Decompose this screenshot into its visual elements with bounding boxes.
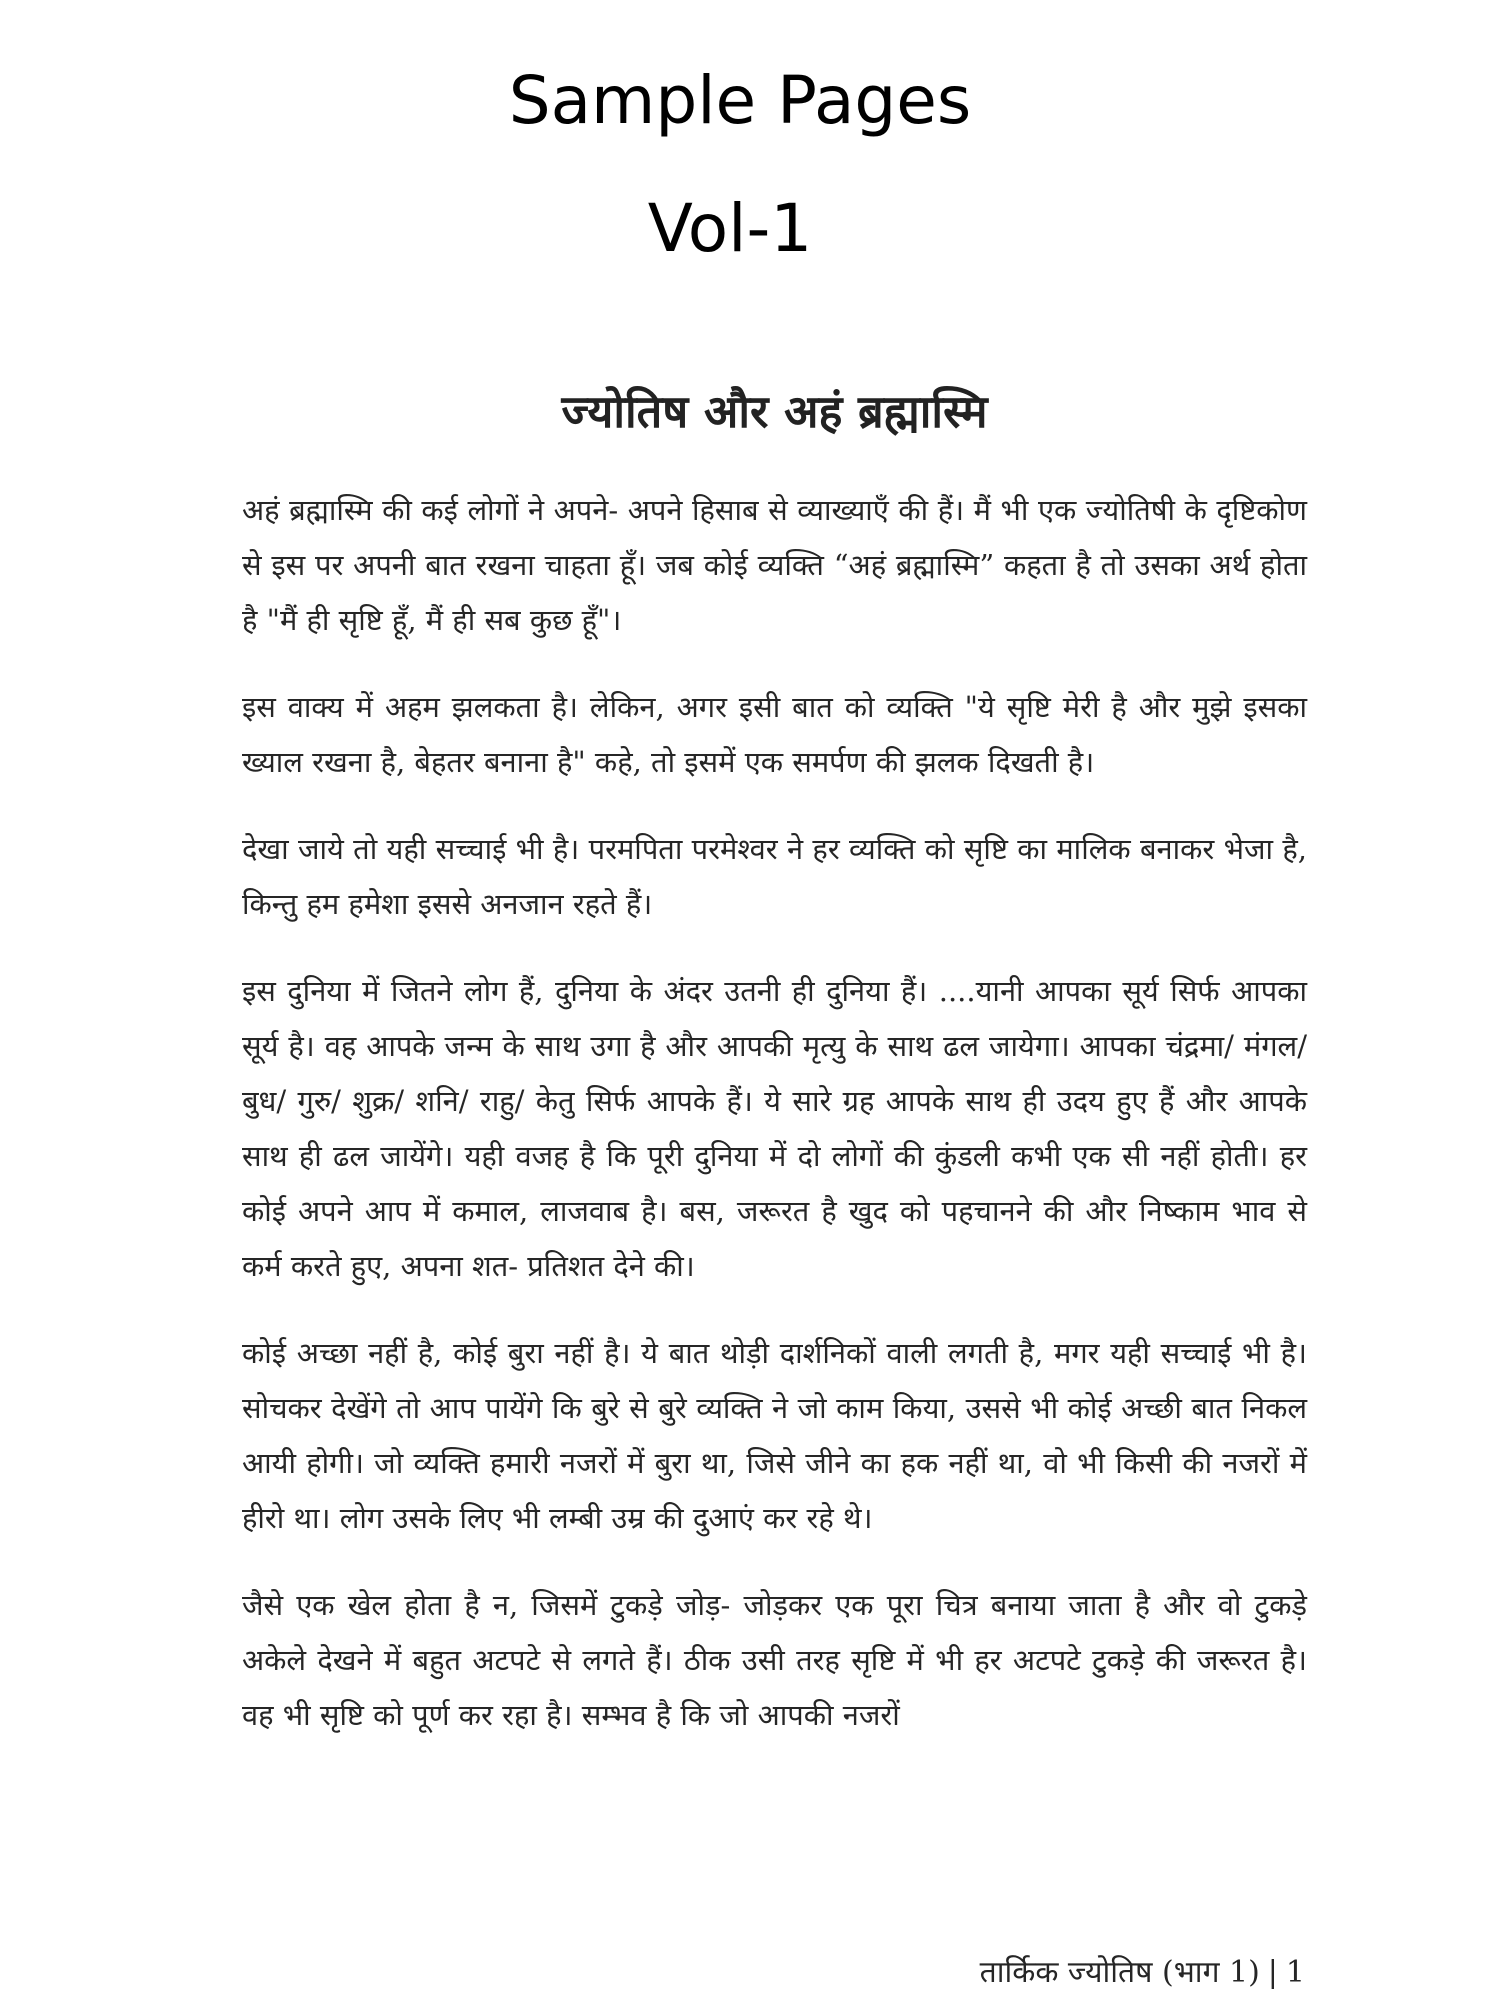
sample-pages-title: Sample Pages xyxy=(508,62,972,139)
paragraph-6: जैसे एक खेल होता है न, जिसमें टुकड़े जोड़- जोड़कर एक पूरा चित्र बनाया जाता है और वो टुकड़े अकेले देखने में बहुत अटपटे से लगते हैं। ठीक उसी तरह सृष्टि में भी हर अटपटे टुकड़े की जरूरत है। वह भी सृष्टि को पूर्ण कर रहा है। सम्भव है कि जो आपकी नजरों xyxy=(242,1588,1307,1732)
footer-separator: | xyxy=(1267,1955,1278,1990)
book-page xyxy=(242,385,1307,1743)
footer-book-title: तार्किक ज्योतिष (भाग 1) xyxy=(979,1955,1260,1990)
page-number: 1 xyxy=(1285,1955,1305,1990)
volume-label: Vol-1 xyxy=(647,190,813,267)
chapter-title: ज्योतिष और अहं ब्रह्मास्मि xyxy=(561,385,988,438)
paragraph-2: इस वाक्य में अहम झलकता है। लेकिन, अगर इसी बात को व्यक्ति "ये सृष्टि मेरी है और मुझे इसका ख्याल रखना है, बेहतर बनाना है" कहे, तो इसमें एक समर्पण की झलक दिखती है। xyxy=(242,690,1307,779)
paragraph-5: कोई अच्छा नहीं है, कोई बुरा नहीं है। ये बात थोड़ी दार्शनिकों वाली लगती है, मगर यही सच्चाई भी है। सोचकर देखेंगे तो आप पायेंगे कि बुरे से बुरे व्यक्ति ने जो काम किया, उससे भी कोई अच्छी बात निकल आयी होगी। जो व्यक्ति हमारी नजरों में बुरा था, जिसे जीने का हक नहीं था, वो भी किसी की नजरों में हीरो था। लोग उसके लिए भी लम्बी उम्र की दुआएं कर रहे थे। xyxy=(242,1336,1307,1535)
paragraph-3: देखा जाये तो यही सच्चाई भी है। परमपिता परमेश्वर ने हर व्यक्ति को सृष्टि का मालिक बनाकर भेजा है, किन्तु हम हमेशा इससे अनजान रहते हैं। xyxy=(242,832,1307,921)
paragraph-1: अहं ब्रह्मास्मि की कई लोगों ने अपने- अपने हिसाब से व्याख्याएँ की हैं। मैं भी एक ज्योतिषी के दृष्टिकोण से इस पर अपनी बात रखना चाहता हूँ। जब कोई व्यक्ति “अहं ब्रह्मास्मि” कहता है तो उसका अर्थ होता है "मैं ही सृष्टि हूँ, मैं ही सब कुछ हूँ"। xyxy=(242,493,1307,637)
paragraph-4: इस दुनिया में जितने लोग हैं, दुनिया के अंदर उतनी ही दुनिया हैं। ....यानी आपका सूर्य सिर्फ आपका सूर्य है। वह आपके जन्म के साथ उगा है और आपकी मृत्यु के साथ ढल जायेगा। आपका चंद्रमा/ मंगल/ बुध/ गुरु/ शुक्र/ शनि/ राहु/ केतु सिर्फ आपके हैं। ये सारे ग्रह आपके साथ ही उदय हुए हैं और आपके साथ ही ढल जायेंगे। यही वजह है कि पूरी दुनिया में दो लोगों की कुंडली कभी एक सी नहीं होती। हर कोई अपने आप में कमाल, लाजवाब है। बस, जरूरत है खुद को पहचानने की और निष्काम भाव से कर्म करते हुए, अपना शत- प्रतिशत देने की। xyxy=(242,974,1307,1283)
page-footer xyxy=(980,1950,1305,1991)
